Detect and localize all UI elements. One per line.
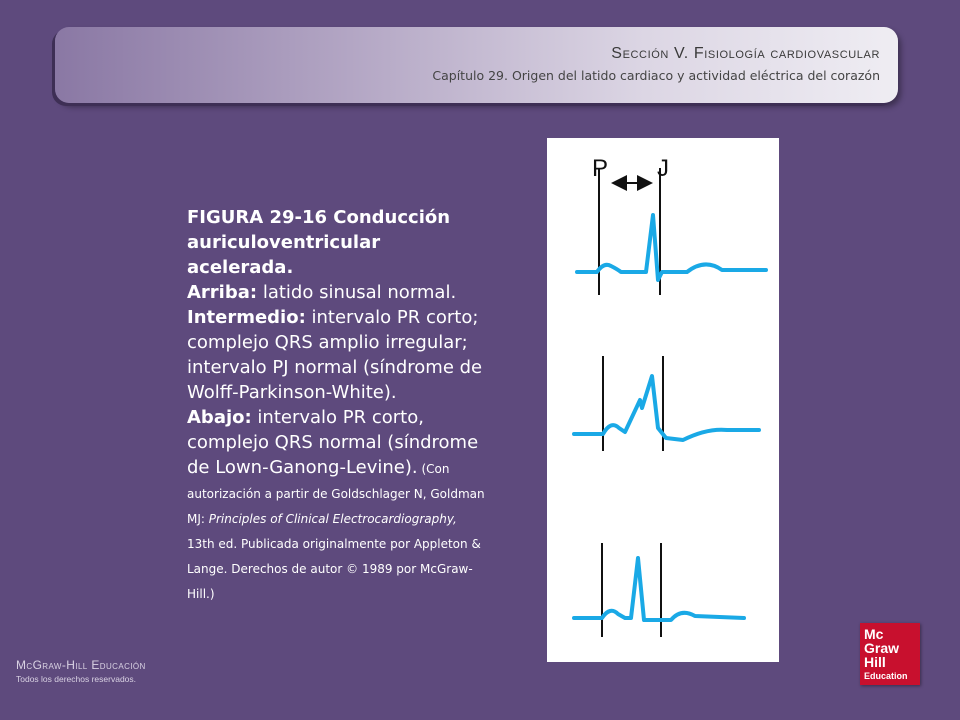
- rights-notice: Todos los derechos reservados.: [16, 674, 137, 684]
- figure-label: FIGURA 29-16 Conducción auriculoventricular acelerada.: [187, 207, 451, 278]
- middle-label: Intermedio:: [187, 307, 306, 328]
- bottom-label: Abajo:: [187, 407, 252, 428]
- middle-ecg-trace: [574, 376, 759, 440]
- credit-post: 13th ed. Publicada originalmente por Appleton & Lange. Derechos de autor © 1989 por McGraw-Hill.): [187, 537, 481, 601]
- publisher-name: McGraw-Hill Educación: [16, 658, 146, 672]
- credit-pre: (Con autorización a partir de Goldschlager N, Goldman MJ:: [187, 462, 485, 526]
- figure-caption: [187, 205, 487, 605]
- bottom-text: intervalo PR corto, complejo QRS normal (síndrome de Lown-Ganong-Levine).: [187, 407, 479, 478]
- ecg-figure: [547, 138, 779, 662]
- label-p: P: [592, 155, 609, 182]
- label-j: J: [657, 155, 669, 182]
- mcgraw-hill-logo: [860, 623, 920, 685]
- logo-line-1: Mc: [864, 626, 884, 642]
- bottom-ecg-trace: [574, 558, 744, 620]
- chapter-title: Capítulo 29. Origen del latido cardiaco y actividad eléctrica del corazón: [432, 68, 880, 83]
- section-title: Sección V. Fisiología cardiovascular: [611, 45, 880, 62]
- credit: [187, 462, 485, 601]
- ecg-diagram: [547, 138, 779, 662]
- logo-line-3: Hill: [864, 654, 886, 670]
- top-label: Arriba:: [187, 282, 258, 303]
- logo-line-4: Education: [864, 671, 908, 681]
- logo-line-2: Graw: [864, 640, 900, 656]
- middle-text: intervalo PR corto; complejo QRS amplio irregular; intervalo PJ normal (síndrome de Wolff-Parkinson-White).: [187, 307, 483, 403]
- top-text: latido sinusal normal.: [257, 282, 457, 303]
- credit-title: Principles of Clinical Electrocardiography,: [208, 512, 457, 526]
- header-banner: [55, 27, 898, 103]
- top-ecg-trace: [577, 215, 766, 280]
